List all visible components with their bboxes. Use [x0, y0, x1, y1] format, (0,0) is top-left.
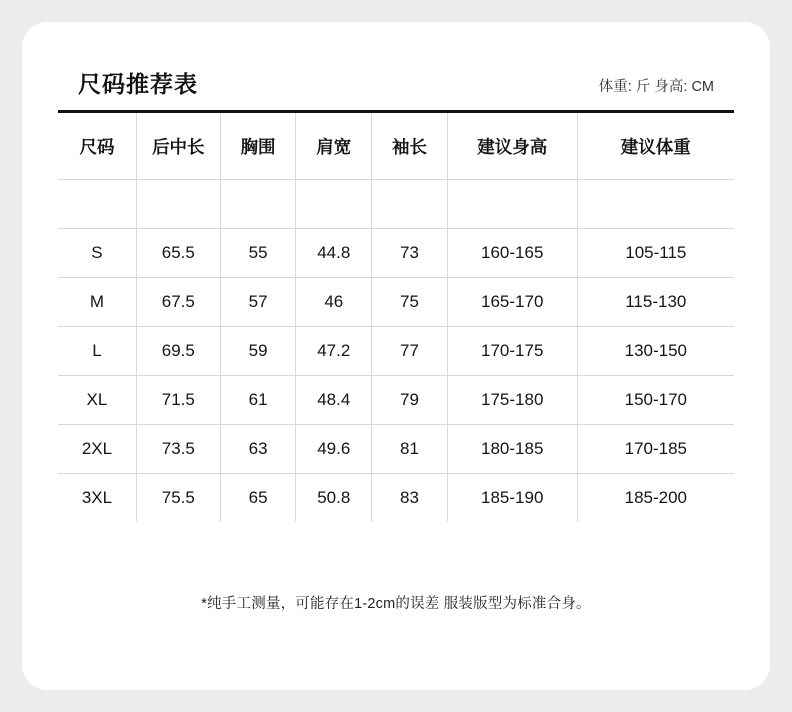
cell-sleeve: 79 — [372, 376, 448, 425]
column-header-back-length: 后中长 — [136, 113, 220, 180]
cell-size: S — [58, 229, 136, 278]
spacer-cell — [577, 180, 734, 229]
spacer-cell — [447, 180, 577, 229]
cell-weight: 105-115 — [577, 229, 734, 278]
cell-height: 170-175 — [447, 327, 577, 376]
cell-height: 175-180 — [447, 376, 577, 425]
card-content — [58, 46, 734, 666]
cell-shoulder: 46 — [296, 278, 372, 327]
table-row — [58, 425, 734, 474]
measurement-note: *纯手工测量，可能存在1-2cm的误差 服装版型为标准合身。 — [201, 596, 591, 612]
cell-weight: 170-185 — [577, 425, 734, 474]
cell-sleeve: 81 — [372, 425, 448, 474]
cell-weight: 130-150 — [577, 327, 734, 376]
cell-size: XL — [58, 376, 136, 425]
cell-back-length: 69.5 — [136, 327, 220, 376]
cell-weight: 185-200 — [624, 488, 687, 507]
cell-shoulder: 49.6 — [296, 425, 372, 474]
cell-sleeve: 73 — [372, 229, 448, 278]
cell-bust: 55 — [220, 229, 296, 278]
size-table — [58, 113, 734, 522]
units-note: 体重: 斤 身高: CM — [598, 78, 714, 95]
cell-height: 160-165 — [447, 229, 577, 278]
spacer-cell — [220, 180, 296, 229]
cell-back-length: 67.5 — [136, 278, 220, 327]
column-header-height: 建议身高 — [447, 113, 577, 180]
cell-back-length: 73.5 — [136, 425, 220, 474]
table-row — [58, 229, 734, 278]
cell-bust: 57 — [220, 278, 296, 327]
table-row — [58, 474, 734, 523]
table-row — [58, 278, 734, 327]
cell-height: 185-190 — [447, 474, 577, 523]
cell-back-length: 65.5 — [136, 229, 220, 278]
column-header-bust: 胸围 — [220, 113, 296, 180]
column-header-shoulder: 肩宽 — [296, 113, 372, 180]
spacer-cell — [372, 180, 448, 229]
spacer-cell — [58, 180, 136, 229]
cell-height: 165-170 — [447, 278, 577, 327]
size-chart-card — [22, 22, 770, 690]
cell-sleeve: 83 — [372, 474, 448, 523]
table-row — [58, 376, 734, 425]
cell-sleeve: 77 — [372, 327, 448, 376]
cell-shoulder: 50.8 — [296, 474, 372, 523]
table-row — [58, 327, 734, 376]
column-header-weight: 建议体重 — [620, 136, 691, 157]
cell-sleeve: 75 — [372, 278, 448, 327]
cell-bust: 61 — [220, 376, 296, 425]
table-head — [58, 113, 734, 180]
cell-size: M — [58, 278, 136, 327]
cell-bust: 59 — [220, 327, 296, 376]
cell-shoulder: 44.8 — [296, 229, 372, 278]
cell-bust: 65 — [220, 474, 296, 523]
spacer-cell — [136, 180, 220, 229]
page-title: 尺码推荐表 — [78, 71, 198, 97]
chart-header — [58, 46, 734, 102]
cell-weight: 115-130 — [577, 278, 734, 327]
cell-shoulder: 48.4 — [296, 376, 372, 425]
cell-shoulder: 47.2 — [296, 327, 372, 376]
cell-weight: 150-170 — [577, 376, 734, 425]
cell-bust: 63 — [220, 425, 296, 474]
cell-back-length: 71.5 — [136, 376, 220, 425]
table-body — [58, 180, 734, 523]
cell-size: L — [58, 327, 136, 376]
column-header-size: 尺码 — [58, 113, 136, 180]
spacer-cell — [296, 180, 372, 229]
cell-back-length: 75.5 — [136, 474, 220, 523]
column-header-sleeve: 袖长 — [372, 113, 448, 180]
cell-size: 2XL — [58, 425, 136, 474]
table-header-row — [58, 113, 734, 180]
cell-height: 180-185 — [447, 425, 577, 474]
cell-size: 3XL — [58, 474, 136, 523]
table-spacer-row — [58, 180, 734, 229]
